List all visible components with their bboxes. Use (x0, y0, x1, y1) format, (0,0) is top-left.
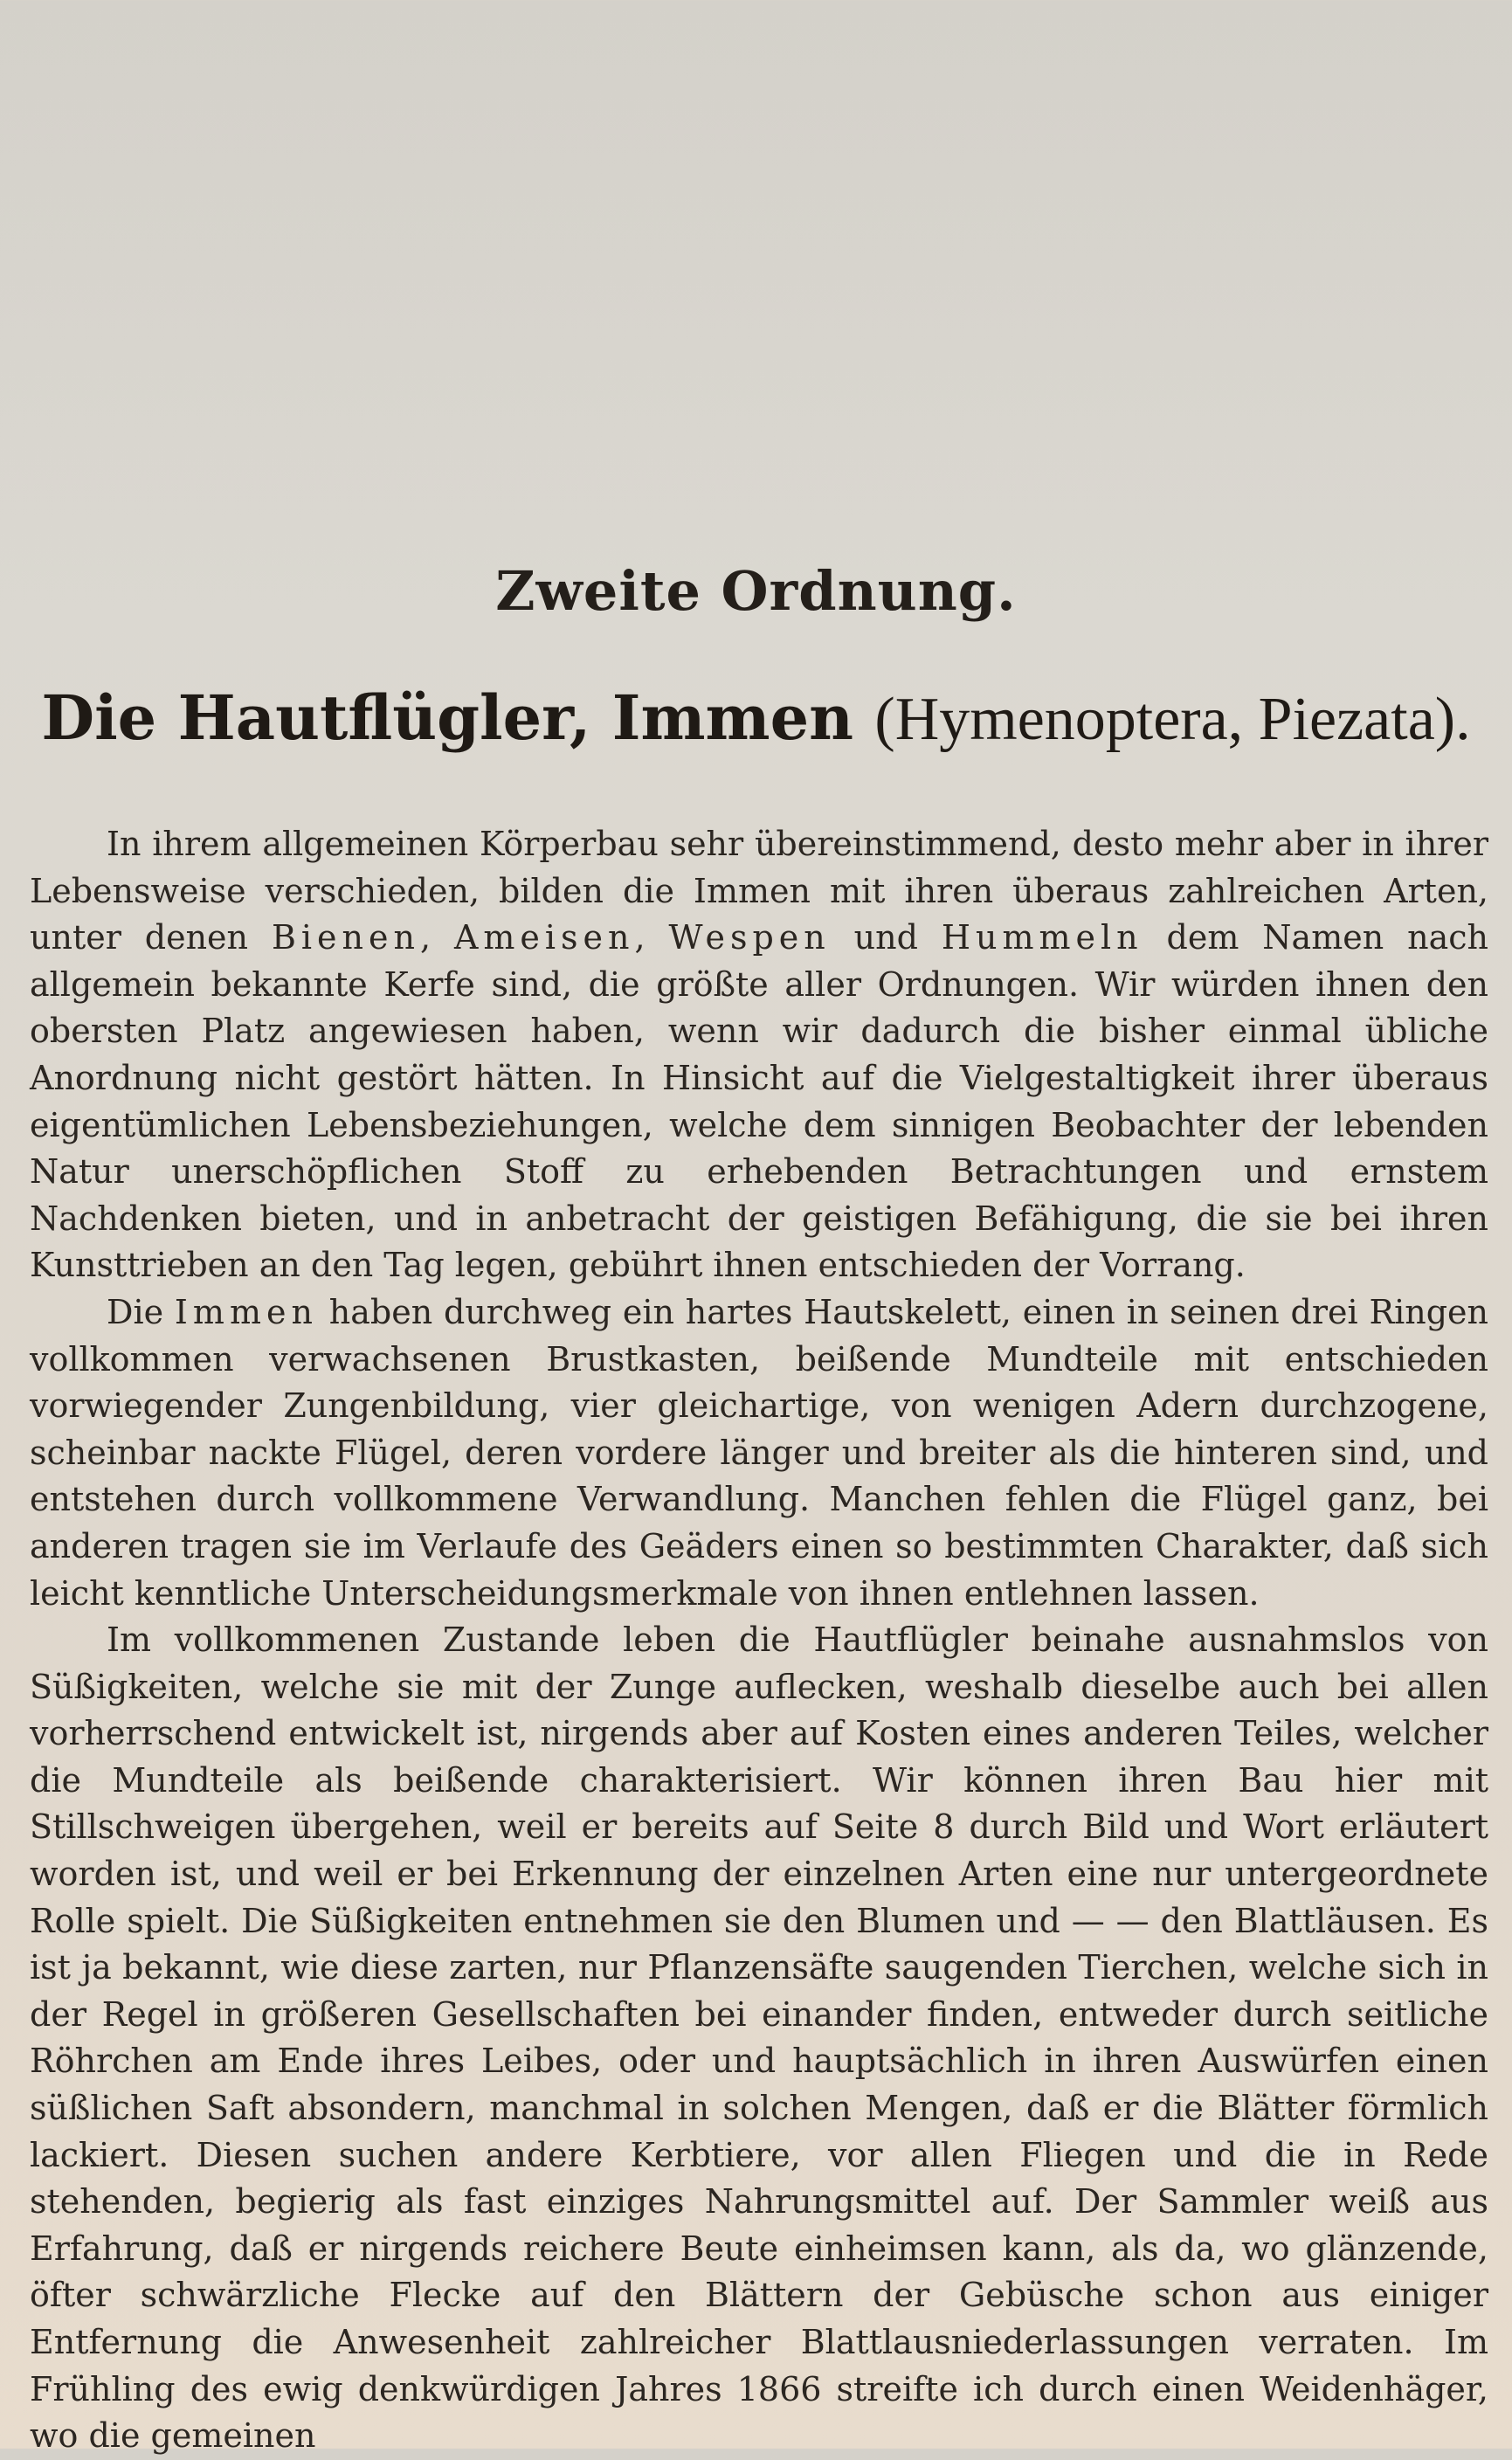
family-heading-german: Die Hautflügler, Immen (41, 681, 854, 754)
emphasized-term: Wespen (668, 918, 831, 957)
text-run: Die (107, 1292, 175, 1331)
emphasized-term: Hummeln (941, 918, 1143, 957)
family-heading (0, 681, 1512, 755)
emphasized-term: Bienen (271, 918, 420, 957)
paragraph (30, 821, 1488, 1289)
body-text (30, 821, 1488, 2460)
text-run: , (634, 918, 669, 957)
text-run: und (830, 918, 942, 957)
text-run: dem Namen nach allgemein bekannte Kerfe sind, die größte aller Ordnungen. Wir würden ihnen den obersten Platz angewiesen haben, wenn wir dadurch die bisher einmal übliche Anordnung nicht gestört hätten. In Hinsicht auf die Vielgestaltigkeit ihrer überaus eigentümlichen Lebensbeziehungen, welche dem sinnigen Beobachter der lebenden Natur unerschöpflichen Stoff zu erhebenden Betrachtungen und ernstem Nachdenken bieten, und in anbetracht der geistigen Befähigung, die sie bei ihren Kunsttrieben an den Tag legen, gebührt ihnen entschieden der Vorrang. (30, 918, 1488, 1285)
emphasized-term: Ameisen (453, 918, 635, 957)
paragraph (30, 1289, 1488, 1617)
emphasized-term: Immen (174, 1292, 318, 1331)
text-run: haben durchweg ein hartes Hautskelett, einen in seinen drei Ringen vollkommen verwachsenen Brustkasten, beißende Mundteile mit entschieden vorwiegender Zungenbildung, vier gleichartige, von wenigen Adern durchzogene, scheinbar nackte Flügel, deren vordere länger und breiter als die hinteren sind, und entstehen durch vollkommene Verwandlung. Manchen fehlen die Flügel ganz, bei anderen tragen sie im Verlaufe des Geäders einen so bestimmten Charakter, daß sich leicht kenntliche Unterscheidungsmerkmale von ihnen entlehnen lassen. (30, 1292, 1488, 1613)
text-run: Im vollkommenen Zustande leben die Hautflügler beinahe ausnahmslos von Süßigkeiten, welche sie mit der Zunge auflecken, weshalb dieselbe auch bei allen vorherrschend entwickelt ist, nirgends aber auf Kosten eines anderen Teiles, welcher die Mundteile als beißende charakterisiert. Wir können ihren Bau hier mit Stillschweigen übergehen, weil er bereits auf Seite 8 durch Bild und Wort erläutert worden ist, und weil er bei Erkennung der einzelnen Arten eine nur untergeordnete Rolle spielt. Die Süßigkeiten entnehmen sie den Blumen und — — den Blattläusen. Es ist ja bekannt, wie diese zarten, nur Pflanzensäfte saugenden Tierchen, welche sich in der Regel in größeren Gesellschaften bei einander finden, entweder durch seitliche Röhrchen am Ende ihres Leibes, oder und hauptsächlich in ihren Auswürfen einen süßlichen Saft absondern, manchmal in solchen Mengen, daß er die Blätter förmlich lackiert. Diesen suchen andere Kerbtiere, vor allen Fliegen und die in Rede stehenden, begierig als fast einziges Nahrungsmittel auf. Der Sammler weiß aus Erfahrung, daß er nirgends reichere Beute einheimsen kann, als da, wo glänzende, öfter schwärzliche Flecke auf den Blättern der Gebüsche schon aus einiger Entfernung die Anwesenheit zahlreicher Blattlausniederlassungen verraten. Im Frühling des ewig denkwürdigen Jahres 1866 streifte ich durch einen Weidenhäger, wo die gemeinen (30, 1620, 1488, 2456)
text-run: In ihrem allgemeinen Körperbau sehr übereinstimmend, desto mehr aber in ihrer Lebensweise verschieden, bilden die Immen mit ihren überaus zahlreichen Arten, unter denen (30, 825, 1488, 957)
paragraph (30, 1617, 1488, 2460)
family-heading-latin: (Hymenoptera, Piezata). (874, 686, 1471, 753)
order-heading: Zweite Ordnung. (495, 559, 1017, 623)
text-run: , (419, 918, 454, 957)
